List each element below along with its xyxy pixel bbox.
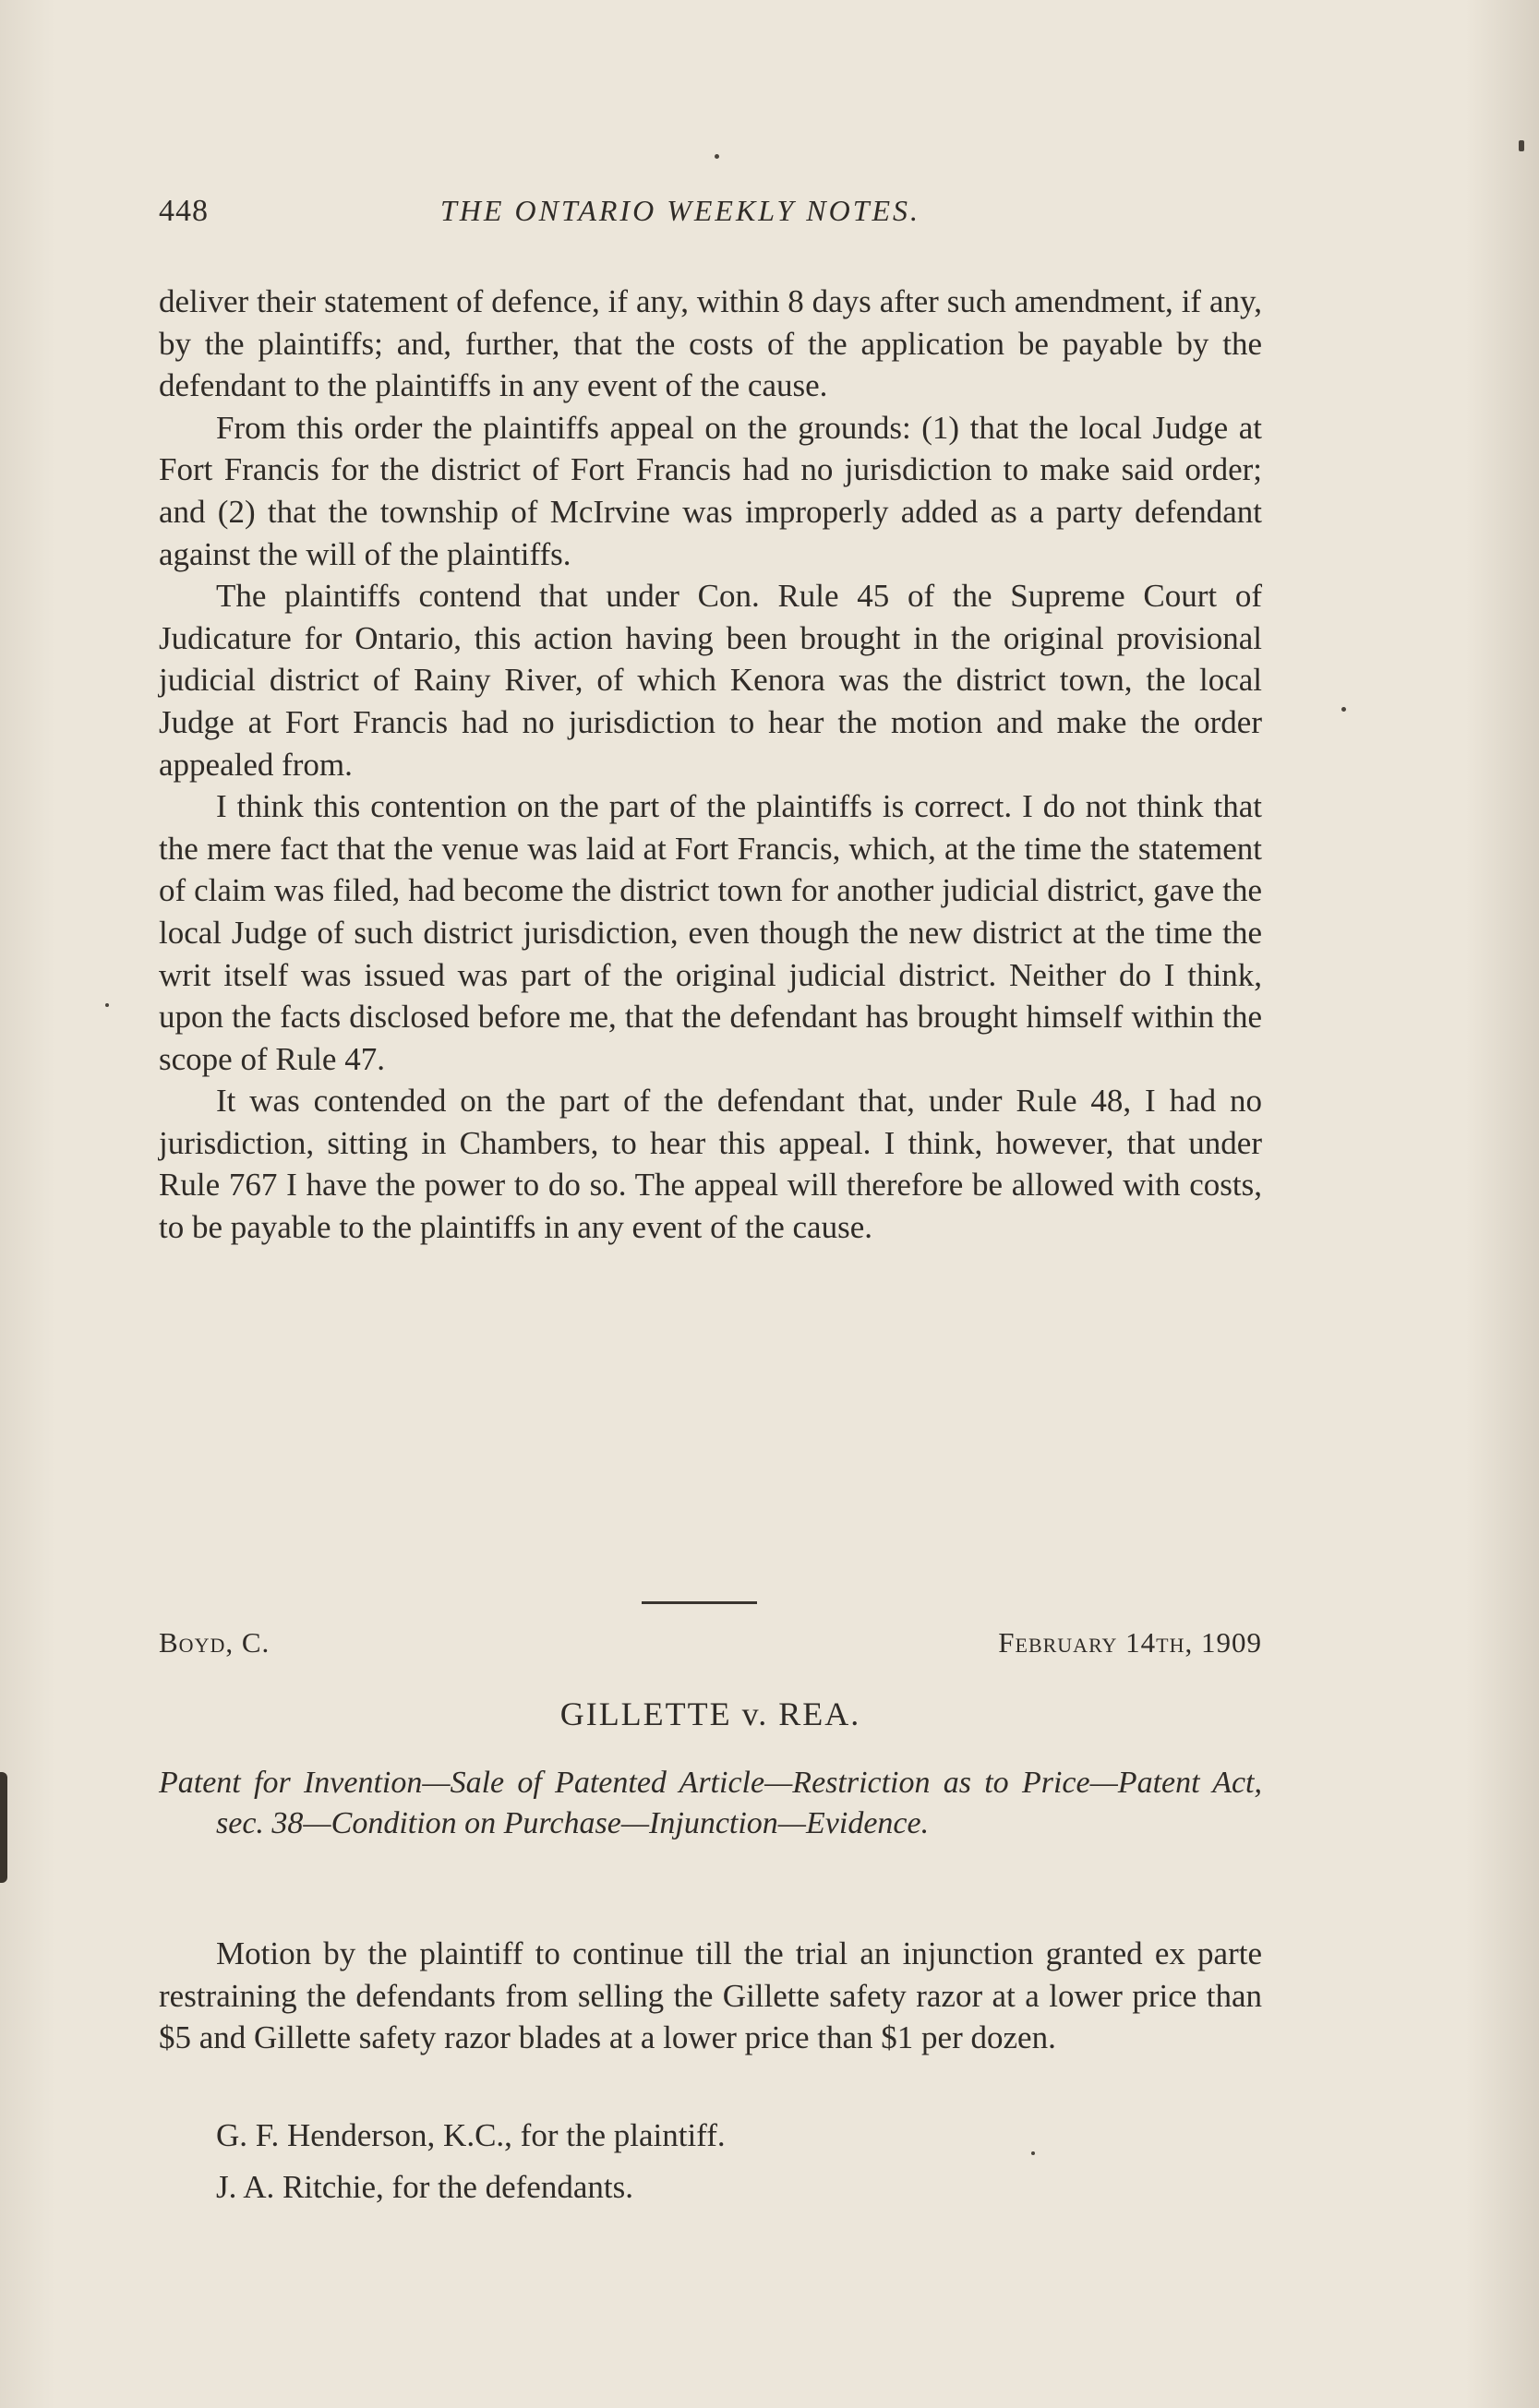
case-meta [159,1626,1262,1672]
running-head: THE ONTARIO WEEKLY NOTES. [440,194,921,227]
paper-speck [1519,140,1524,151]
case-headnote: Patent for Invention—Sale of Patented Article—Restriction as to Price—Patent Act, sec. 38—Condition on Purchase—Injunction—Evidence. [159,1766,1262,1840]
counsel-plaintiff: G. F. Henderson, K.C., for the plaintiff. [216,2117,726,2153]
paper-speck [105,1003,109,1007]
motion-paragraph: Motion by the plaintiff to continue till the trial an injunction granted ex parte restraining the defendants from selling the Gillette safety razor at a lower price than $5 and Gillette safety razor blades at a lower price than $1 per dozen. [159,1935,1262,2056]
paragraph-appeal-grounds: From this order the plaintiffs appeal on the grounds: (1) that the local Judge at Fort Francis for the district of Fort Francis had no jurisdiction to make said order; and (2) that the township of McIrvine was improperly added as a party defendant against the will of the plaintiffs. [159,409,1262,572]
paragraph-plaintiffs-contention: The plaintiffs contend that under Con. Rule 45 of the Supreme Court of Judicature for Ontario, this action having been brought in the original provisional judicial district of Rainy River, of which Kenora was the district town, the local Judge at Fort Francis had no jurisdiction to hear the motion and make the order appealed from. [159,578,1262,783]
judgment-date: February 14th, 1909 [998,1626,1262,1659]
page-number: 448 [159,194,209,228]
case-title: GILLETTE v. REA. [559,1695,861,1732]
binding-shadow [0,1772,7,1883]
paragraph-judgment-conclusion: It was contended on the part of the defendant that, under Rule 48, I had no jurisdiction, sitting in Chambers, to hear this appeal. I think, however, that under Rule 767 I have the power to do so. The appeal will therefore be allowed with costs, to be payable to the plaintiffs in any event of the cause. [159,1083,1262,1246]
section-divider [642,1601,757,1604]
page-header [159,194,1267,240]
judge-name: Boyd, C. [159,1626,271,1659]
paper-speck [715,154,719,159]
body-text [159,281,1262,1249]
paragraph-continuation: deliver their statement of defence, if any, within 8 days after such amendment, if any, by the plaintiffs; and, further, that the costs of the application be payable by the defendant to the plaintiffs in any event of the cause. [159,283,1262,404]
paragraph-judgment-reasoning: I think this contention on the part of the plaintiffs is correct. I do not think that the mere fact that the venue was laid at Fort Francis, which, at the time the statement of claim was filed, had become the district town for another judicial district, gave the local Judge of such district jurisdiction, even though the new district at the time the writ itself was issued was part of the original judicial district. Neither do I think, upon the facts disclosed before me, that the defendant has brought himself within the scope of Rule 47. [159,788,1262,1077]
counsel-defendants: J. A. Ritchie, for the defendants. [216,2169,633,2205]
paper-speck [1031,2151,1035,2155]
paper-speck [1341,707,1346,712]
